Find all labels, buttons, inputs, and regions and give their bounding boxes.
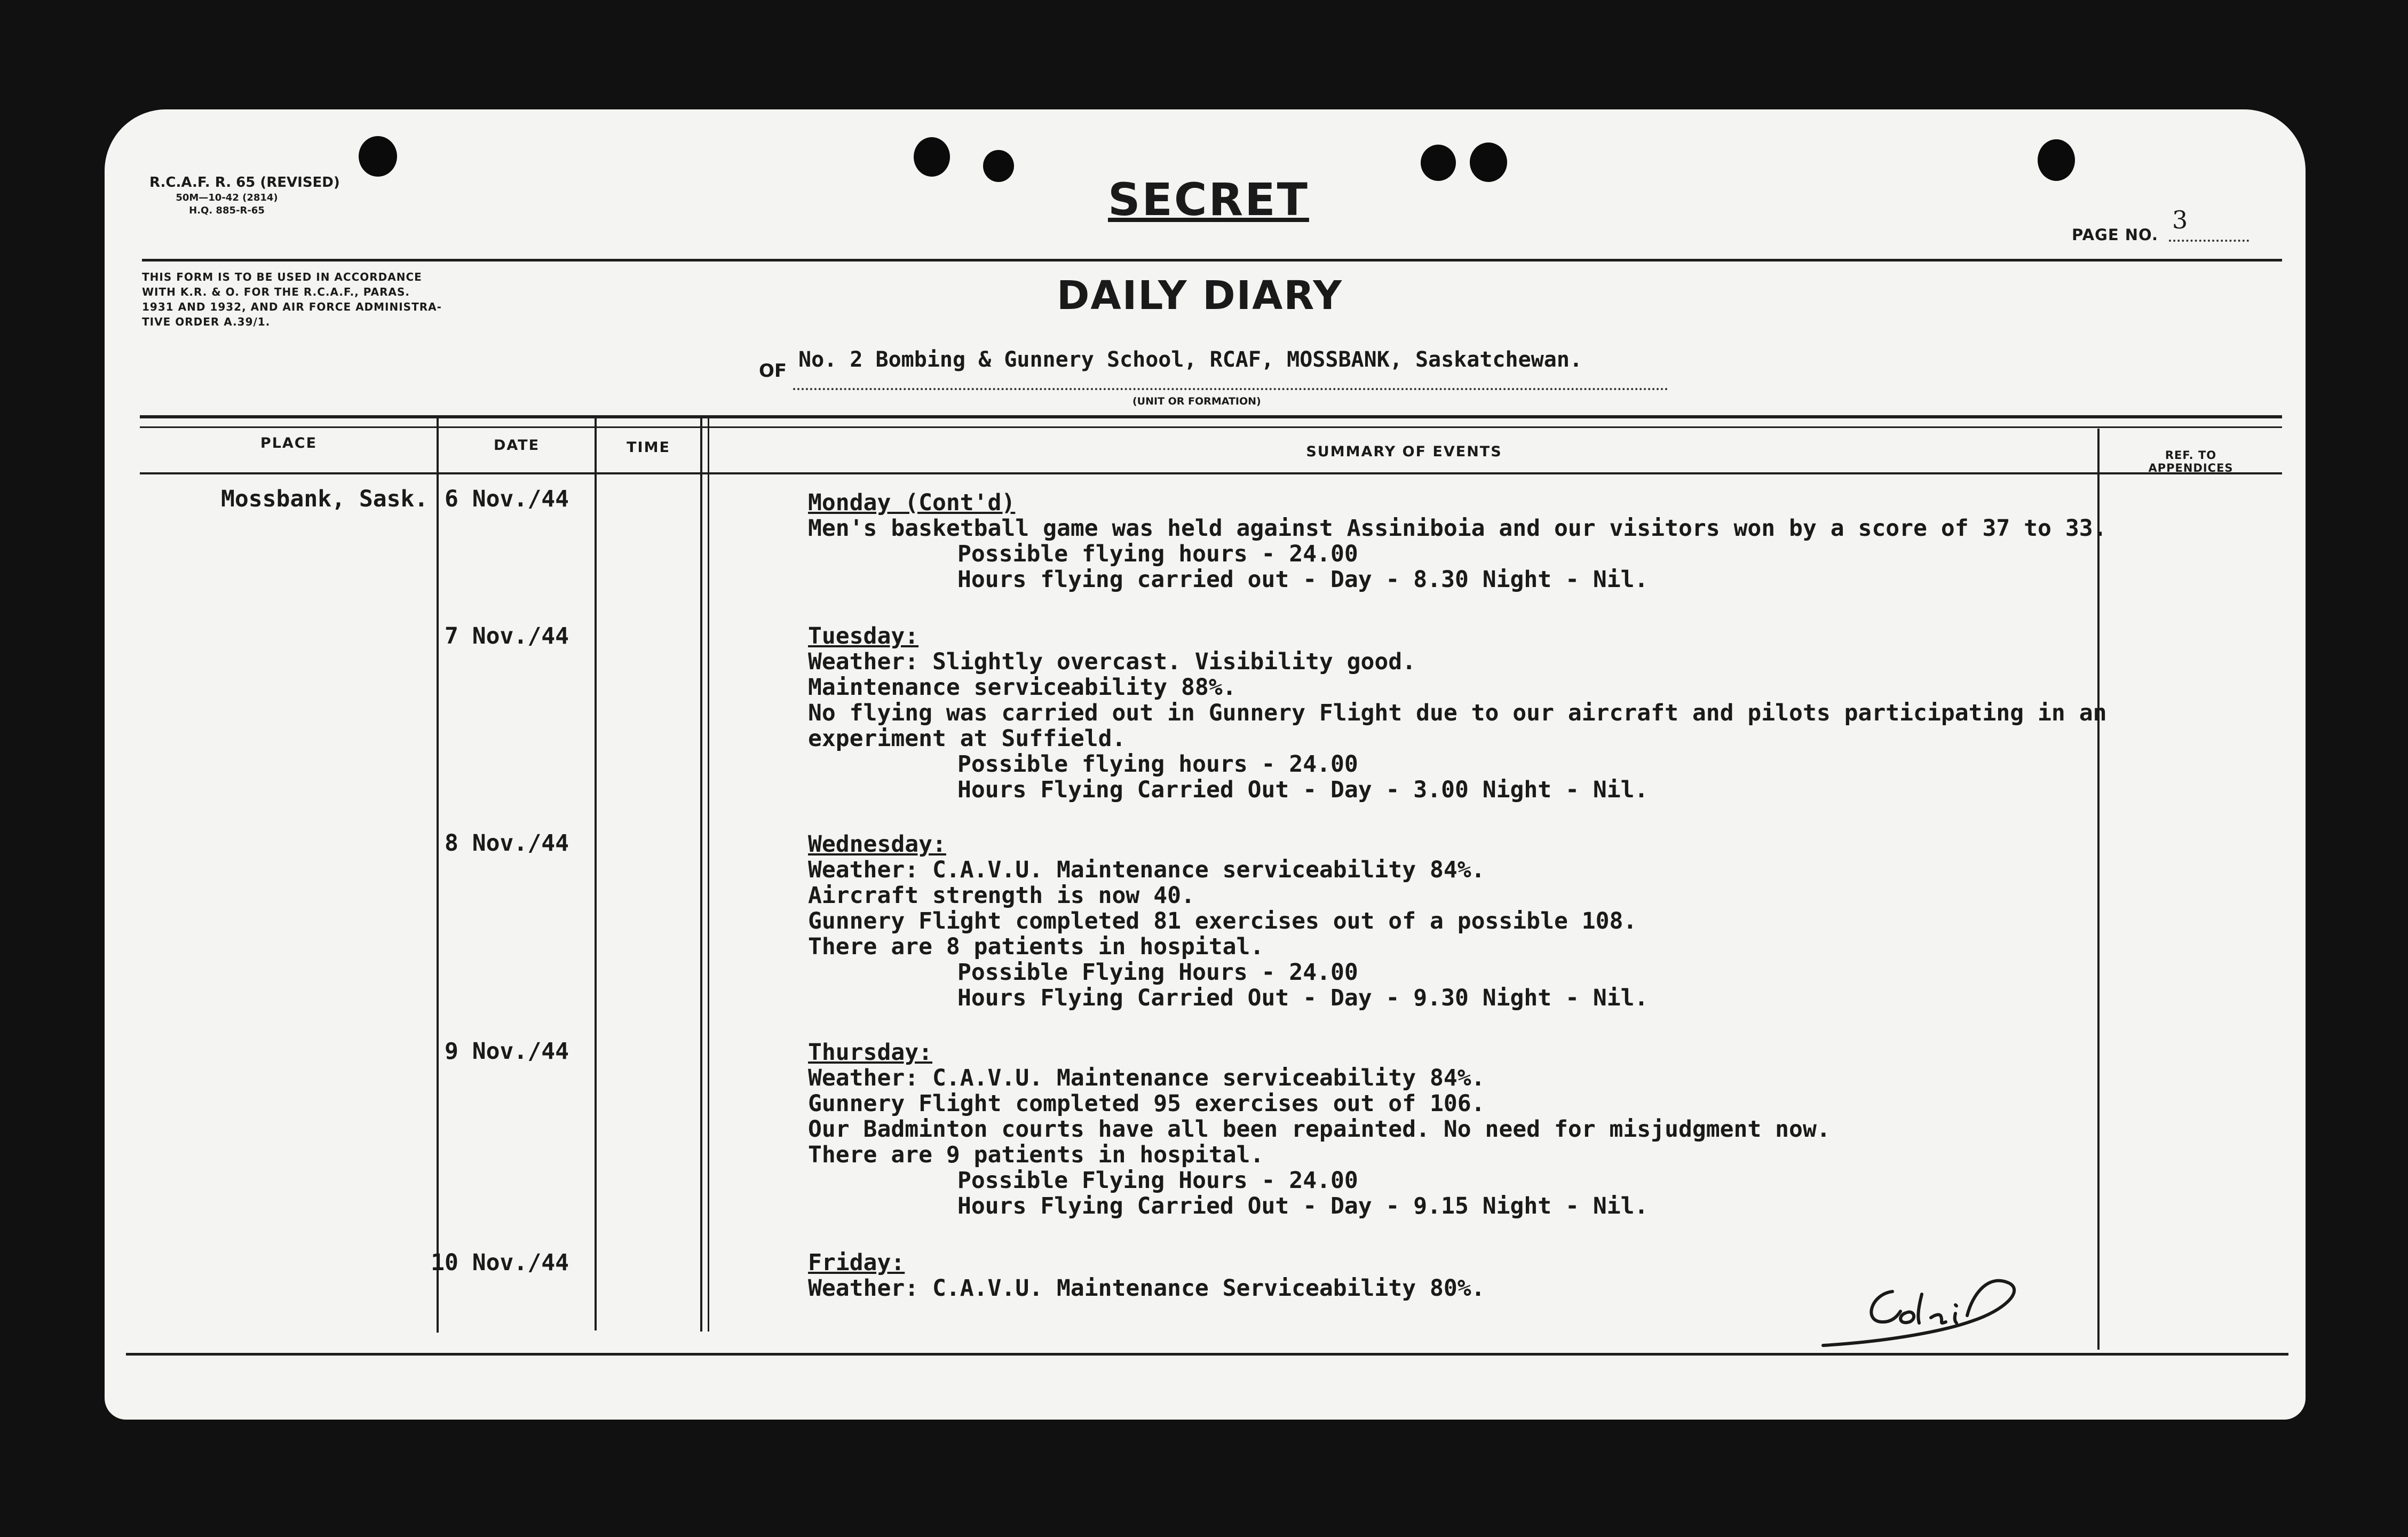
column-divider <box>595 418 597 1330</box>
entry-line: Weather: C.A.V.U. Maintenance serviceability 84%. <box>808 857 1485 883</box>
header-summary: SUMMARY OF EVENTS <box>1306 443 1502 460</box>
diary-entry <box>808 1039 2196 1218</box>
page-number-dotted-line <box>2169 240 2249 242</box>
entry-line: Possible Flying Hours - 24.00 <box>957 1167 1358 1194</box>
unit-dotted-line <box>793 388 1668 390</box>
place-cell: Mossbank, Sask. <box>221 486 429 512</box>
handwritten-signature <box>1812 1262 2111 1358</box>
entry-line: Hours Flying Carried Out - Day - 9.30 Night - Nil. <box>957 985 1649 1011</box>
unit-name: No. 2 Bombing & Gunnery School, RCAF, MOSSBANK, Saskatchewan. <box>798 347 1583 372</box>
form-hq-code: H.Q. 885-R-65 <box>189 205 265 216</box>
header-bottom-rule <box>140 472 2282 474</box>
unit-caption: (UNIT OR FORMATION) <box>1132 395 1261 407</box>
diary-form-card <box>105 109 2306 1420</box>
header-time: TIME <box>627 439 670 456</box>
entry-line: Men's basketball game was held against Assiniboia and our visitors won by a score of 37 to 33. <box>808 515 2107 542</box>
punch-hole <box>2038 139 2075 181</box>
column-divider <box>437 418 439 1333</box>
date-cell: 7 Nov./44 <box>445 623 569 649</box>
entry-line: Aircraft strength is now 40. <box>808 882 1195 909</box>
date-cell: 6 Nov./44 <box>445 486 569 512</box>
entry-line: Maintenance serviceability 88%. <box>808 674 1237 701</box>
entry-line: Gunnery Flight completed 95 exercises out of 106. <box>808 1090 1485 1117</box>
entry-line: No flying was carried out in Gunnery Flight due to our aircraft and pilots participating in an <box>808 700 2107 726</box>
column-divider <box>708 418 709 1332</box>
page-number-value: 3 <box>2172 205 2188 234</box>
entry-line: Weather: C.A.V.U. Maintenance serviceability 84%. <box>808 1065 1485 1091</box>
punch-hole <box>1470 142 1507 182</box>
entry-day-heading: Thursday: <box>808 1039 932 1066</box>
date-cell: 9 Nov./44 <box>445 1038 569 1065</box>
page-number-label: PAGE NO. <box>2072 226 2159 244</box>
form-reference <box>149 174 340 217</box>
entry-line: experiment at Suffield. <box>808 725 1126 752</box>
date-cell: 8 Nov./44 <box>445 830 569 857</box>
entry-line: There are 9 patients in hospital. <box>808 1142 1264 1168</box>
diary-entry <box>808 831 2196 1010</box>
entry-line: Hours flying carried out - Day - 8.30 Night - Nil. <box>957 566 1649 593</box>
form-print-code: 50M—10-42 (2814) <box>176 192 278 203</box>
punch-hole <box>914 137 950 177</box>
diary-entry <box>808 623 2196 802</box>
entry-line: Possible flying hours - 24.00 <box>957 541 1358 567</box>
header-place: PLACE <box>260 435 318 451</box>
punch-hole <box>983 150 1014 182</box>
date-cell: 10 Nov./44 <box>431 1249 569 1276</box>
entry-day-heading: Tuesday: <box>808 623 919 649</box>
punch-hole <box>1421 145 1456 181</box>
entry-line: Hours Flying Carried Out - Day - 9.15 Night - Nil. <box>957 1193 1649 1219</box>
punch-hole <box>359 136 397 177</box>
entry-line: Possible flying hours - 24.00 <box>957 751 1358 778</box>
entry-line: Possible Flying Hours - 24.00 <box>957 959 1358 986</box>
table-top-rule-thin <box>140 426 2282 428</box>
classification-heading: SECRET <box>1108 173 1309 226</box>
form-number: R.C.A.F. R. 65 (REVISED) <box>149 175 340 191</box>
entry-day-heading: Friday: <box>808 1249 905 1276</box>
form-instructions: THIS FORM IS TO BE USED IN ACCORDANCE WITH K.R. & O. FOR THE R.C.A.F., PARAS. 1931 AND 1932, AND AIR FORCE ADMINISTRA- TIVE ORDER A.39/1. <box>142 271 442 328</box>
entry-day-heading: Wednesday: <box>808 831 946 858</box>
header-rule <box>142 259 2282 262</box>
diary-entry <box>808 489 2196 592</box>
header-date: DATE <box>493 437 540 454</box>
entry-line: Gunnery Flight completed 81 exercises out of a possible 108. <box>808 908 1637 934</box>
diary-title: DAILY DIARY <box>1057 273 1343 319</box>
column-divider <box>700 418 702 1332</box>
table-top-rule <box>140 415 2282 418</box>
entry-line: Weather: C.A.V.U. Maintenance Serviceability 80%. <box>808 1275 1485 1302</box>
entry-line: Hours Flying Carried Out - Day - 3.00 Night - Nil. <box>957 777 1649 803</box>
unit-prefix: OF <box>759 360 787 382</box>
entry-line: Weather: Slightly overcast. Visibility good. <box>808 648 1416 675</box>
entry-day-heading: Monday (Cont'd) <box>808 489 1016 516</box>
entry-line: Our Badminton courts have all been repainted. No need for misjudgment now. <box>808 1116 1831 1143</box>
header-ref-appendices: REF. TO APPENDICES <box>2148 449 2233 474</box>
entry-line: There are 8 patients in hospital. <box>808 933 1264 960</box>
